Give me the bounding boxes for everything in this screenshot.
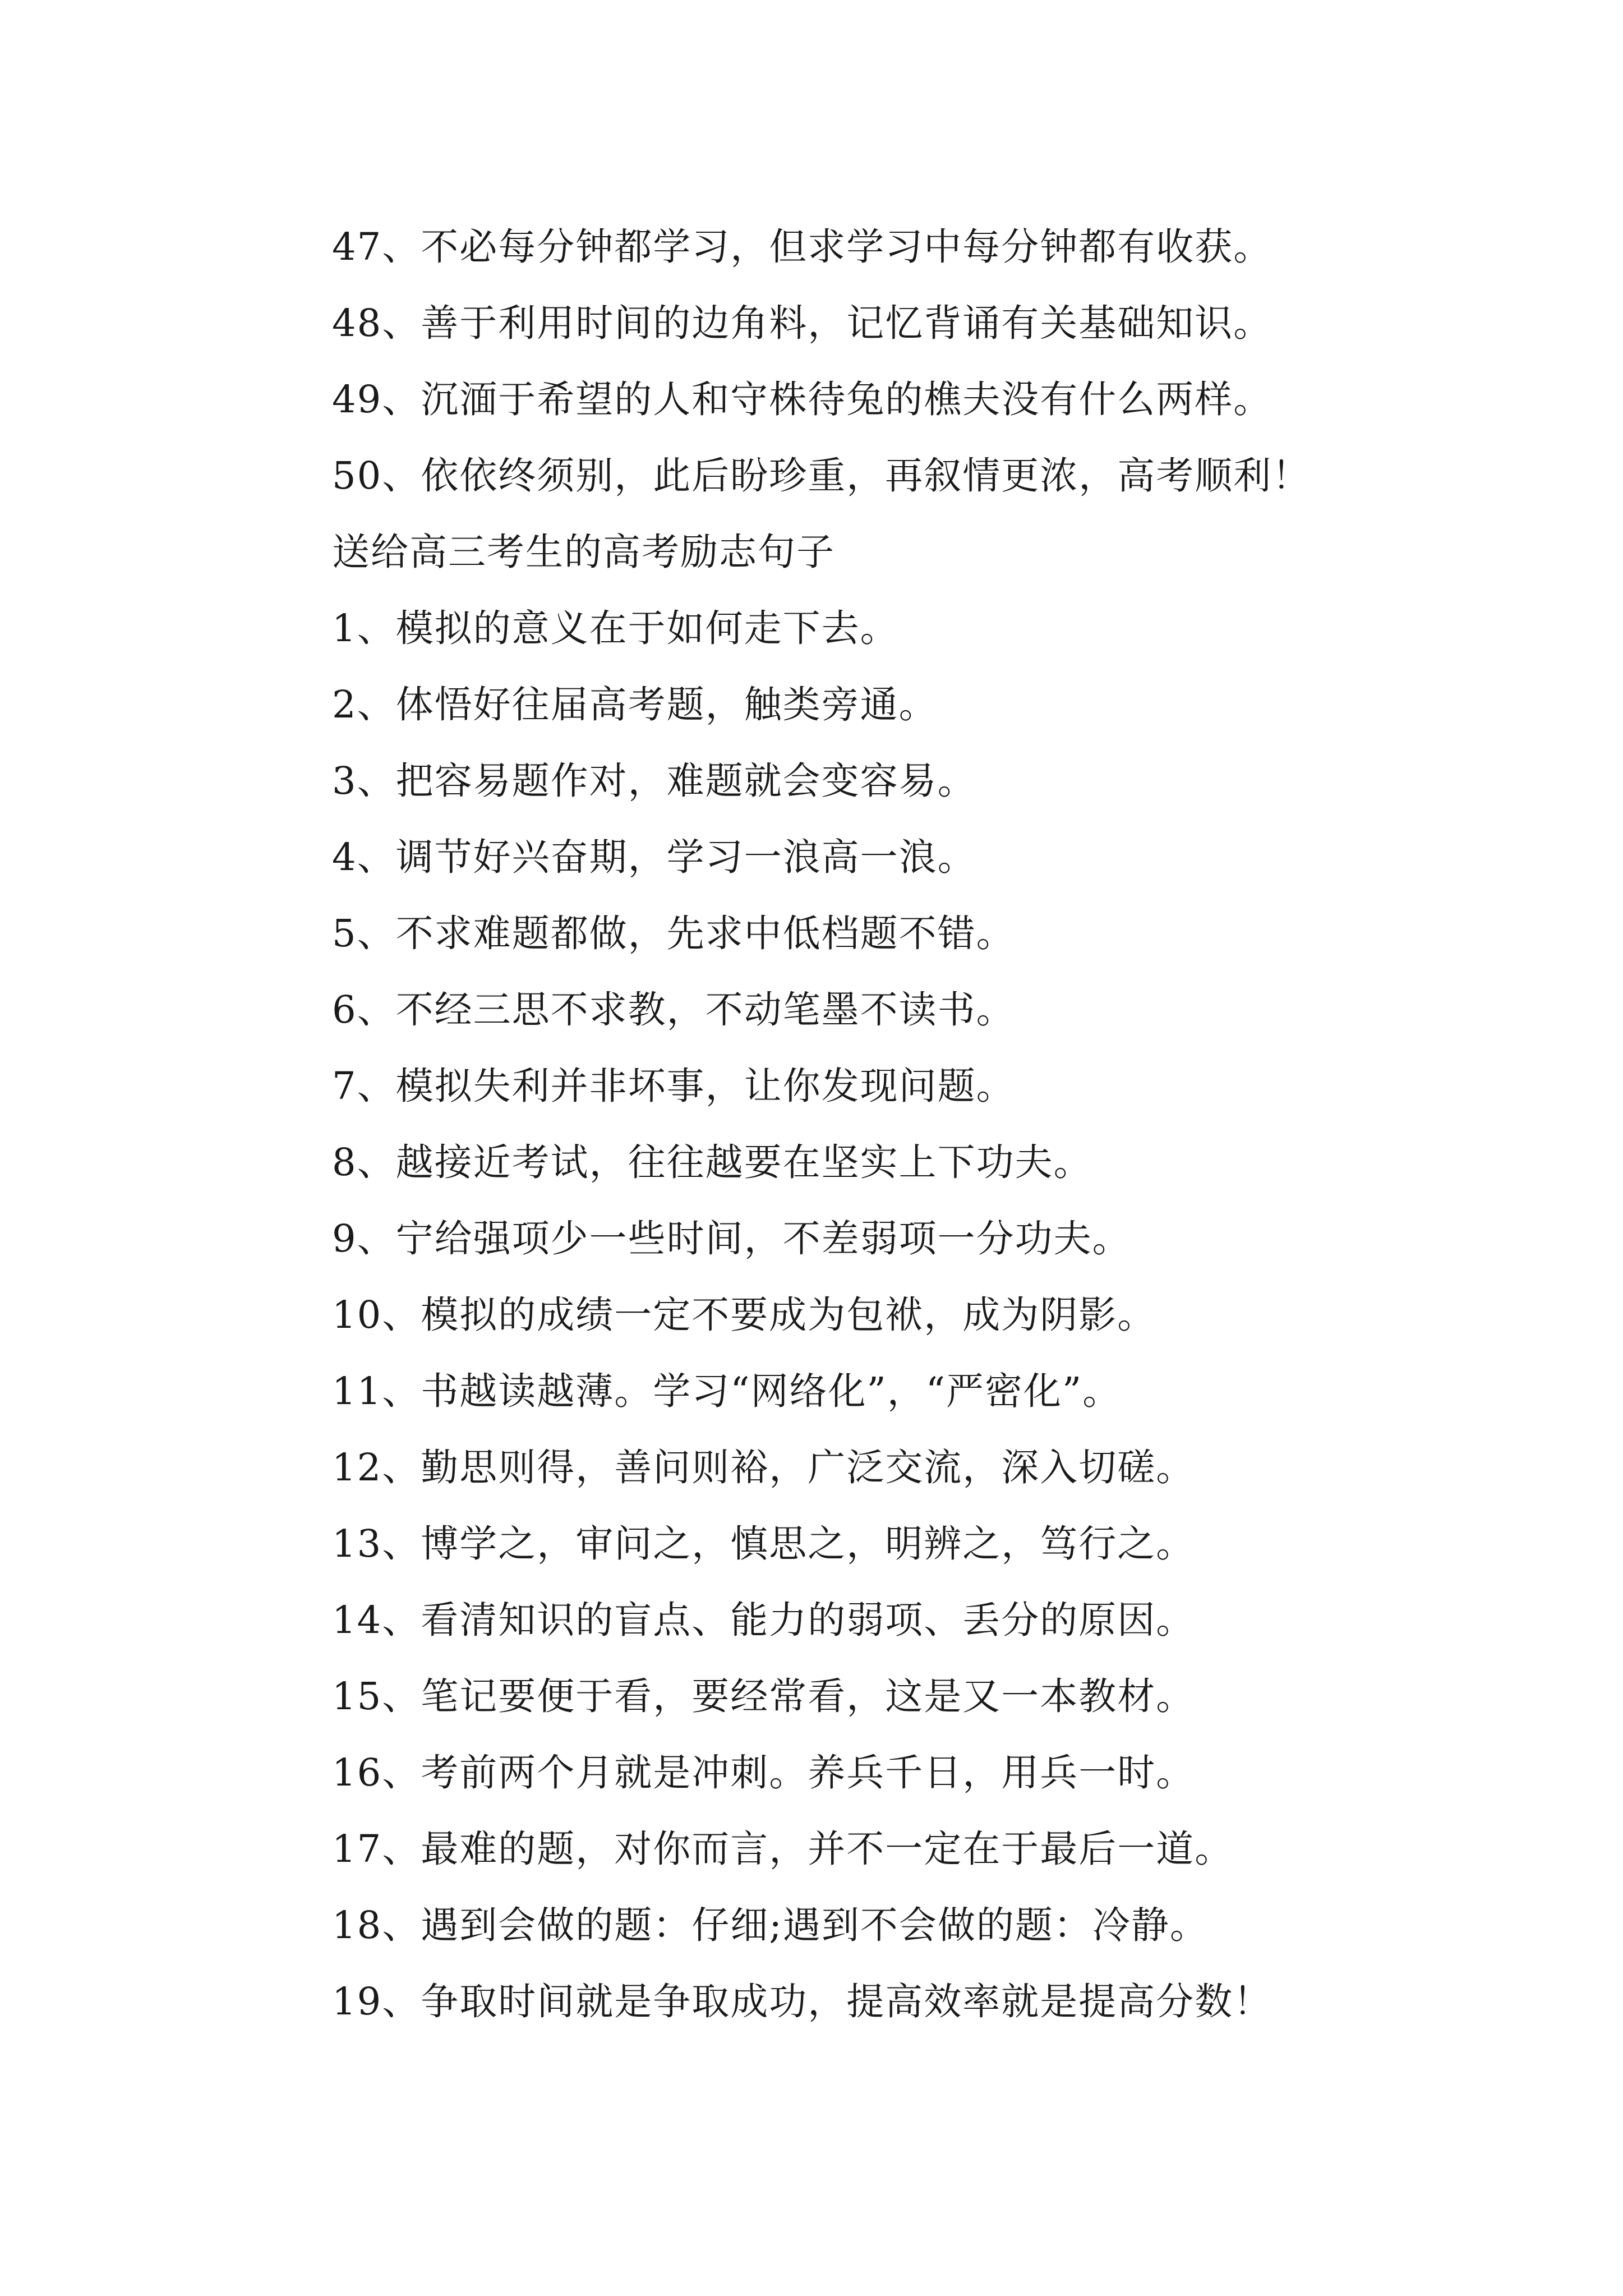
text-line: 49、沉湎于希望的人和守株待兔的樵夫没有什么两样。 [332,378,1272,421]
text-line: 14、看清知识的盲点、能力的弱项、丢分的原因。 [332,1598,1195,1642]
text-line: 11、书越读越薄。学习“网络化”，“严密化”。 [332,1369,1122,1413]
text-line: 19、争取时间就是争取成功，提高效率就是提高分数！ [332,1980,1272,2023]
text-line: 50、依依终须别，此后盼珍重，再叙情更浓，高考顺利！ [332,454,1311,498]
text-line: 48、善于利用时间的边角料，记忆背诵有关基础知识。 [332,301,1272,345]
text-line: 10、模拟的成绩一定不要成为包袱，成为阴影。 [332,1293,1156,1337]
text-line: 6、不经三思不求教，不动笔墨不读书。 [332,988,1015,1032]
text-line: 1、模拟的意义在于如何走下去。 [332,606,899,650]
text-line: 2、体悟好往届高考题，触类旁通。 [332,683,938,726]
text-line: 9、宁给强项少一些时间，不差弱项一分功夫。 [332,1217,1131,1260]
text-line: 13、博学之，审问之，慎思之，明辨之，笃行之。 [332,1522,1195,1566]
text-line: 18、遇到会做的题：仔细;遇到不会做的题：冷静。 [332,1903,1209,1947]
text-line: 12、勤思则得，善问则裕，广泛交流，深入切磋。 [332,1446,1195,1489]
text-line: 8、越接近考试，往往越要在坚实上下功夫。 [332,1140,1092,1184]
text-line: 17、最难的题，对你而言，并不一定在于最后一道。 [332,1827,1234,1871]
text-line: 3、把容易题作对，难题就会变容易。 [332,759,976,803]
text-line: 7、模拟失利并非坏事，让你发现问题。 [332,1064,1015,1108]
text-line: 15、笔记要便于看，要经常看，这是又一本教材。 [332,1674,1195,1718]
text-line: 4、调节好兴奋期，学习一浪高一浪。 [332,835,976,879]
section-heading: 送给高三考生的高考励志句子 [332,530,835,574]
text-line: 47、不必每分钟都学习，但求学习中每分钟都有收获。 [332,225,1272,269]
text-lines [332,209,1594,2040]
text-line: 5、不求难题都做，先求中低档题不错。 [332,912,1015,955]
text-line: 16、考前两个月就是冲刺。养兵千日，用兵一时。 [332,1751,1195,1795]
